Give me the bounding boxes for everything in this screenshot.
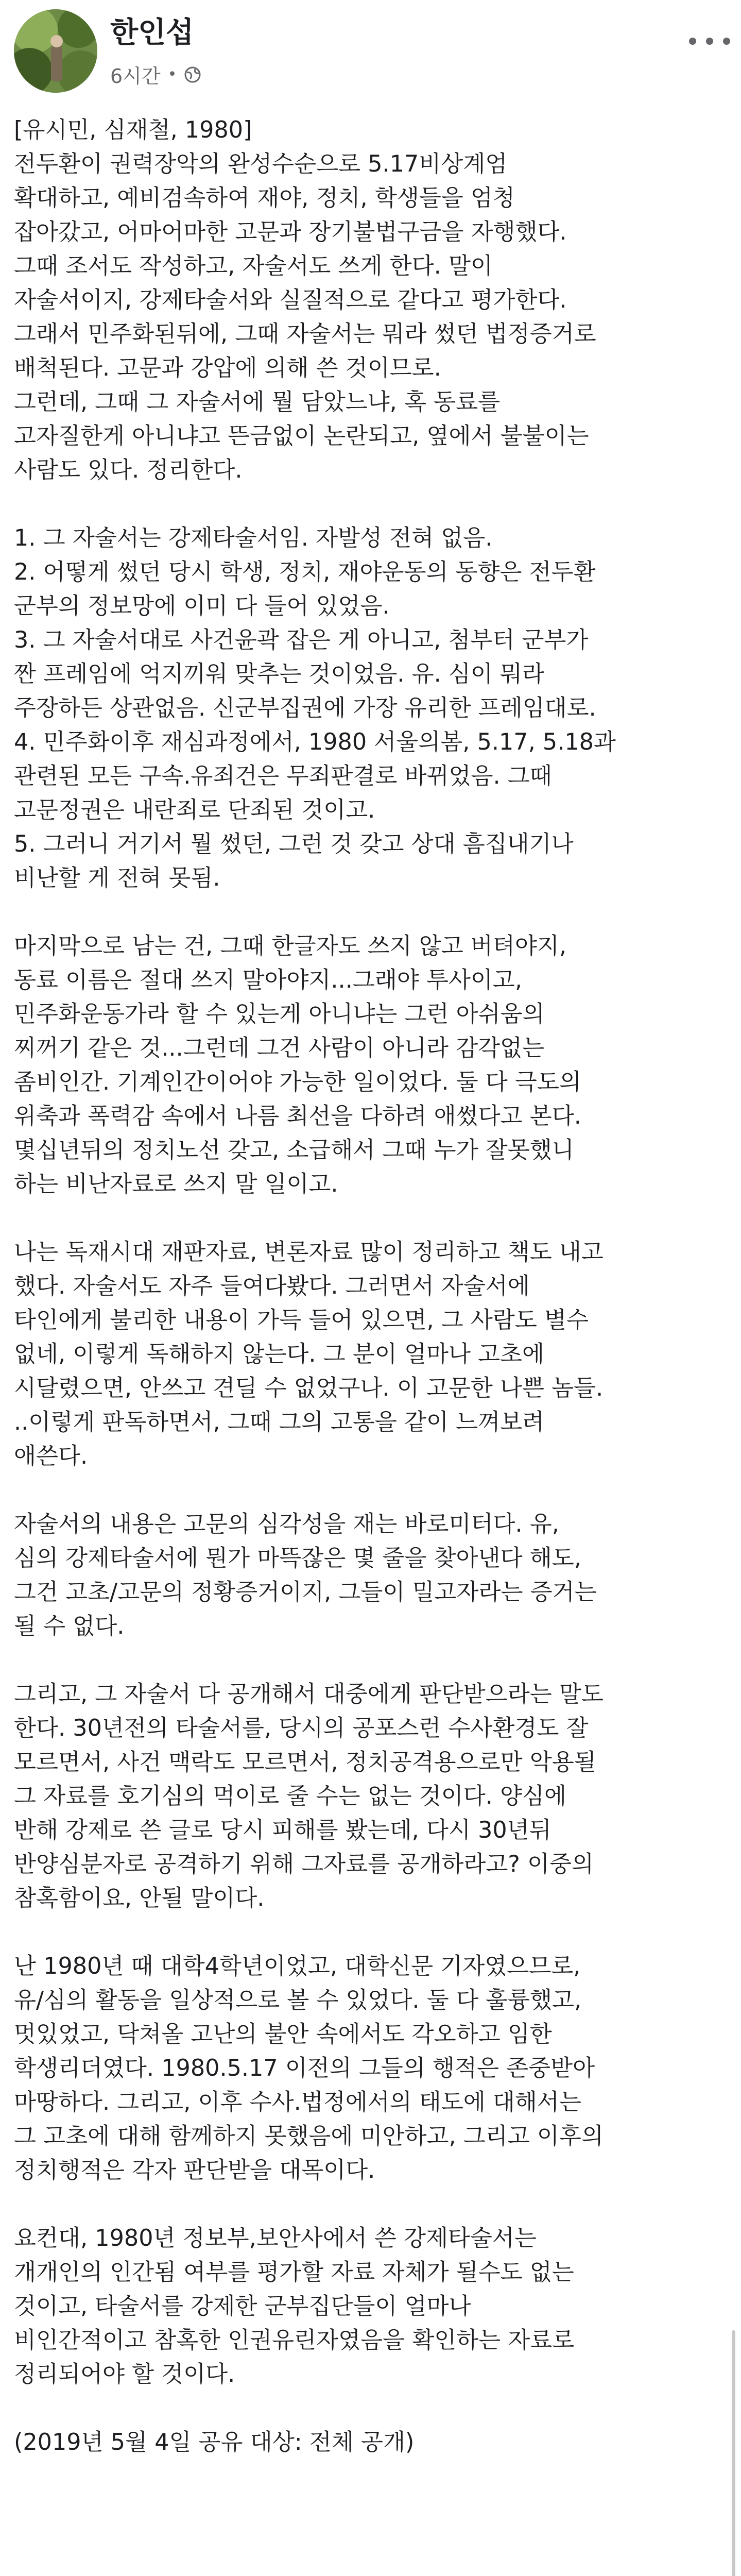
post-text-line: 고문정권은 내란죄로 단죄된 것이고. [14, 797, 375, 823]
paragraph-gap [14, 487, 732, 521]
post-header [0, 0, 741, 108]
post-text-line: 나는 독재시대 재판자료, 변론자료 많이 정리하고 책도 내고 [14, 1239, 604, 1265]
post-text-line: 될 수 없다. [14, 1613, 125, 1639]
post-text-line: 모르면서, 사건 맥락도 모르면서, 정치공격용으로만 악용될 [14, 1749, 596, 1775]
more-dot [706, 38, 713, 45]
meta-separator: • [167, 65, 177, 83]
avatar[interactable] [14, 9, 97, 93]
post-text-line: ..이렇게 판독하면서, 그때 그의 고통을 같이 느껴보려 [14, 1409, 545, 1435]
post-text-line: 5. 그러니 거기서 뭘 썼던, 그런 것 갖고 상대 흠집내기나 [14, 831, 574, 857]
post-paragraph [14, 929, 732, 1201]
post-text-line: 비난할 게 전혀 못됨. [14, 865, 220, 891]
post-paragraph [14, 1235, 732, 1473]
post-text-line: 자술서이지, 강제타술서와 실질적으로 같다고 평가한다. [14, 287, 567, 313]
post-text-line: 그때 조서도 작성하고, 자술서도 쓰게 한다. 말이 [14, 253, 493, 279]
post-text-line: 군부의 정보망에 이미 다 들어 있었음. [14, 593, 390, 619]
post-text-line: 유/심의 활동을 일상적으로 볼 수 있었다. 둘 다 훌륭했고, [14, 1987, 582, 2013]
post-text-line: 1. 그 자술서는 강제타술서임. 자발성 전혀 없음. [14, 525, 493, 551]
post-timestamp[interactable]: 6시간 [110, 64, 161, 88]
post-text-line: 동료 이름은 절대 쓰지 말아야지...그래야 투사이고, [14, 967, 523, 993]
post-text-line: 난 1980년 때 대학4학년이었고, 대학신문 기자였으므로, [14, 1953, 581, 1979]
scrollbar[interactable] [732, 2330, 735, 2576]
post-text-line: 짠 프레임에 억지끼워 맞추는 것이었음. 유. 심이 뭐라 [14, 661, 545, 687]
post-paragraph [14, 521, 732, 895]
post-text-line: 4. 민주화이후 재심과정에서, 1980 서울의봄, 5.17, 5.18과 [14, 729, 616, 755]
post-text-line: 그건 고초/고문의 정황증거이지, 그들이 밀고자라는 증거는 [14, 1579, 597, 1605]
post-text-line: 확대하고, 예비검속하여 재야, 정치, 학생들을 엄청 [14, 185, 515, 211]
paragraph-gap [14, 2392, 732, 2426]
avatar-photo [14, 9, 97, 93]
more-dot [723, 38, 730, 45]
post-text-line: 자술서의 내용은 고문의 심각성을 재는 바로미터다. 유, [14, 1511, 559, 1537]
post-text-line: 주장하든 상관없음. 신군부집권에 가장 유리한 프레임대로. [14, 695, 596, 721]
post-text-line: 비인간적이고 참혹한 인권유린자였음을 확인하는 자료로 [14, 2327, 575, 2353]
post-text-line: 정치행적은 각자 판단받을 대목이다. [14, 2157, 375, 2183]
post-text-line: 것이고, 타술서를 강제한 군부집단들이 얼마나 [14, 2293, 471, 2319]
post-text-line: (2019년 5월 4일 공유 대상: 전체 공개) [14, 2429, 415, 2455]
globe-icon[interactable] [184, 65, 201, 83]
post-paragraph [14, 2222, 732, 2392]
post-meta [110, 63, 201, 86]
post-text-line: 시달렸으면, 안쓰고 견딜 수 없었구나. 이 고문한 나쁜 놈들. [14, 1375, 604, 1401]
post-text-line: 관련된 모든 구속.유죄건은 무죄판결로 바뀌었음. 그때 [14, 763, 552, 789]
paragraph-gap [14, 1916, 732, 1950]
post-text-line: 고자질한게 아니냐고 뜬금없이 논란되고, 옆에서 불불이는 [14, 423, 589, 449]
post-text-line: [유시민, 심재철, 1980] [14, 117, 252, 143]
post-text-line: 애쓴다. [14, 1443, 88, 1469]
post-text-line: 몇십년뒤의 정치노선 갖고, 소급해서 그때 누가 잘못했니 [14, 1137, 574, 1163]
paragraph-gap [14, 2188, 732, 2222]
post-body [14, 113, 732, 2460]
post-text-line: 반해 강제로 쓴 글로 당시 피해를 봤는데, 다시 30년뒤 [14, 1817, 552, 1843]
post-text-line: 잡아갔고, 어마어마한 고문과 장기불법구금을 자행했다. [14, 219, 567, 245]
post-text-line: 참혹함이요, 안될 말이다. [14, 1885, 265, 1911]
post-text-line: 전두환이 권력장악의 완성수순으로 5.17비상계엄 [14, 151, 508, 177]
post-paragraph [14, 1507, 732, 1643]
post-text-line: 타인에게 불리한 내용이 가득 들어 있으면, 그 사람도 별수 [14, 1307, 589, 1333]
paragraph-gap [14, 1643, 732, 1677]
post-text-line: 심의 강제타술서에 뭔가 마뜩잖은 몇 줄을 찾아낸다 해도, [14, 1545, 581, 1571]
post-text-line: 멋있었고, 닥쳐올 고난의 불안 속에서도 각오하고 임한 [14, 2021, 552, 2047]
paragraph-gap [14, 895, 732, 929]
post-paragraph [14, 1950, 732, 2188]
post-paragraph [14, 2426, 732, 2460]
more-dot [689, 38, 696, 45]
post-text-line: 그 고초에 대해 함께하지 못했음에 미안하고, 그리고 이후의 [14, 2123, 604, 2149]
post-text-line: 개개인의 인간됨 여부를 평가할 자료 자체가 될수도 없는 [14, 2259, 574, 2285]
post-text-line: 요컨대, 1980년 정보부,보안사에서 쓴 강제타술서는 [14, 2225, 537, 2251]
post-text-line: 학생리더였다. 1980.5.17 이전의 그들의 행적은 존중받아 [14, 2055, 595, 2081]
post-text-line: 마지막으로 남는 건, 그때 한글자도 쓰지 않고 버텨야지, [14, 933, 567, 959]
post-text-line: 그런데, 그때 그 자술서에 뭘 담았느냐, 혹 동료를 [14, 389, 501, 415]
post-text-line: 3. 그 자술서대로 사건윤곽 잡은 게 아니고, 첨부터 군부가 [14, 627, 589, 653]
post-text-line: 그 자료를 호기심의 먹이로 줄 수는 없는 것이다. 양심에 [14, 1783, 567, 1809]
post-text-line: 찌꺼기 같은 것...그런데 그건 사람이 아니라 감각없는 [14, 1035, 545, 1061]
post-text-line: 사람도 있다. 정리한다. [14, 457, 243, 483]
post-text-line: 2. 어떻게 썼던 당시 학생, 정치, 재야운동의 동향은 전두환 [14, 559, 596, 585]
post-paragraph [14, 1677, 732, 1916]
post-text-line: 없네, 이렇게 독해하지 않는다. 그 분이 얼마나 고초에 [14, 1341, 545, 1367]
post-text-line: 마땅하다. 그리고, 이후 수사.법정에서의 태도에 대해서는 [14, 2089, 581, 2115]
post-text-line: 정리되어야 할 것이다. [14, 2361, 235, 2387]
post-text-line: 위축과 폭력감 속에서 나름 최선을 다하려 애썼다고 본다. [14, 1103, 581, 1129]
post-text-line: 그리고, 그 자술서 다 공개해서 대중에게 판단받으라는 말도 [14, 1681, 604, 1707]
author-name[interactable]: 한인섭 [110, 16, 194, 49]
paragraph-gap [14, 1473, 732, 1507]
post-text-line: 하는 비난자료로 쓰지 말 일이고. [14, 1171, 338, 1197]
more-options-icon[interactable] [689, 31, 730, 52]
paragraph-gap [14, 1201, 732, 1235]
post-text-line: 한다. 30년전의 타술서를, 당시의 공포스런 수사환경도 잘 [14, 1715, 589, 1741]
post-text-line: 민주화운동가라 할 수 있는게 아니냐는 그런 아쉬움의 [14, 1001, 545, 1027]
post-paragraph [14, 113, 732, 487]
post-text-line: 했다. 자술서도 자주 들여다봤다. 그러면서 자술서에 [14, 1273, 530, 1299]
post-text-line: 반양심분자로 공격하기 위해 그자료를 공개하라고? 이중의 [14, 1851, 594, 1877]
post-text-line: 배척된다. 고문과 강압에 의해 쓴 것이므로. [14, 355, 441, 381]
post-text-line: 그래서 민주화된뒤에, 그때 자술서는 뭐라 썼던 법정증거로 [14, 321, 596, 347]
post-text-line: 좀비인간. 기계인간이어야 가능한 일이었다. 둘 다 극도의 [14, 1069, 581, 1095]
